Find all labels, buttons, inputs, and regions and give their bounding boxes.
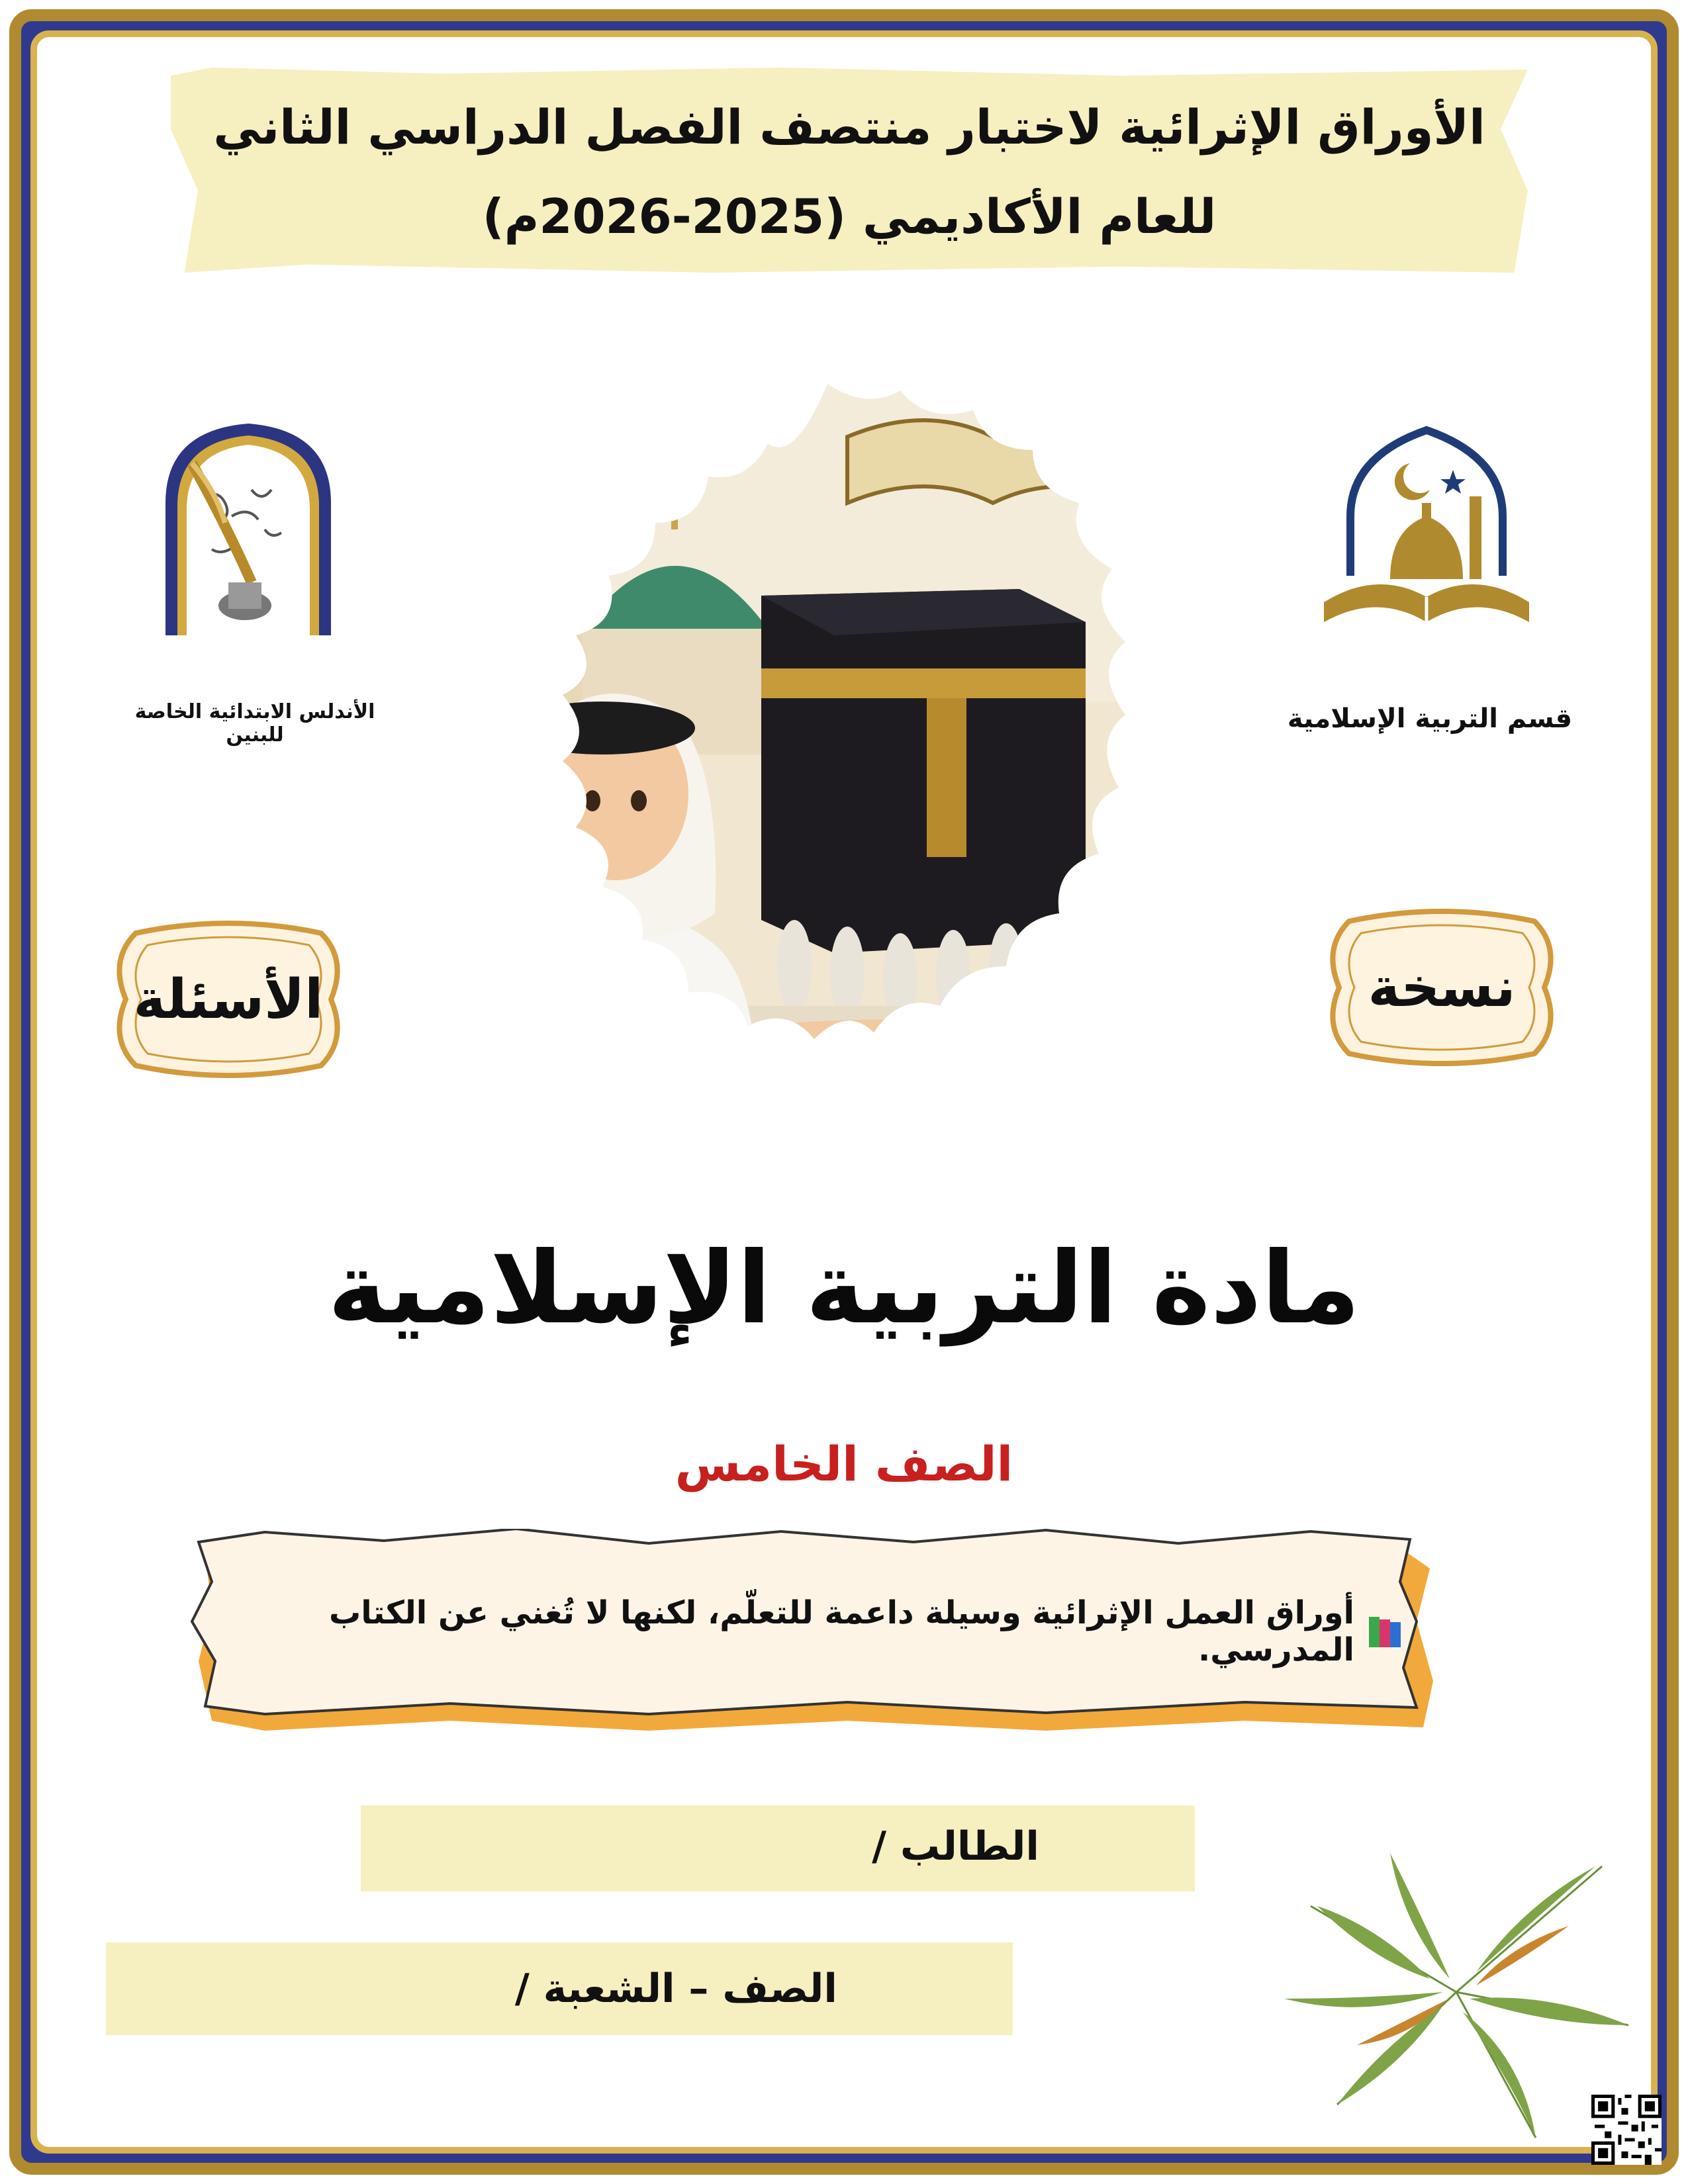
note-text-row bbox=[225, 1592, 1403, 1671]
department-logo bbox=[1317, 424, 1536, 662]
class-label: الصف – الشعبة / bbox=[514, 1966, 837, 2012]
books-icon bbox=[1366, 1613, 1403, 1650]
note-text: أوراق العمل الإثرائية وسيلة داعمة للتعلّم، لكنها لا تُغني عن الكتاب المدرسي. bbox=[328, 1594, 1354, 1668]
copy-badge-label: نسخة bbox=[1368, 956, 1516, 1019]
hero-illustration bbox=[424, 371, 1231, 1158]
school-logo bbox=[152, 417, 344, 635]
department-caption: قسم التربية الإسلامية bbox=[1287, 704, 1573, 734]
student-label: الطالب / bbox=[872, 1823, 1039, 1870]
grade-label: الصف الخامس bbox=[675, 1436, 1013, 1492]
copy-badge bbox=[1323, 908, 1561, 1067]
questions-badge bbox=[109, 920, 348, 1079]
subject-title: مادة التربية الإسلامية bbox=[328, 1231, 1360, 1346]
note-banner bbox=[185, 1529, 1443, 1734]
title-line-2: للعام الأكاديمي (2025-2026م) bbox=[482, 189, 1217, 244]
student-field-bar bbox=[361, 1805, 1195, 1891]
qr-code[interactable] bbox=[1591, 2095, 1662, 2165]
questions-badge-label: الأسئلة bbox=[133, 968, 324, 1031]
title-line-1: الأوراق الإثرائية لاختبار منتصف الفصل الدراسي الثاني bbox=[213, 99, 1485, 155]
school-caption: الأندلس الابتدائية الخاصة للبنين bbox=[134, 700, 375, 747]
